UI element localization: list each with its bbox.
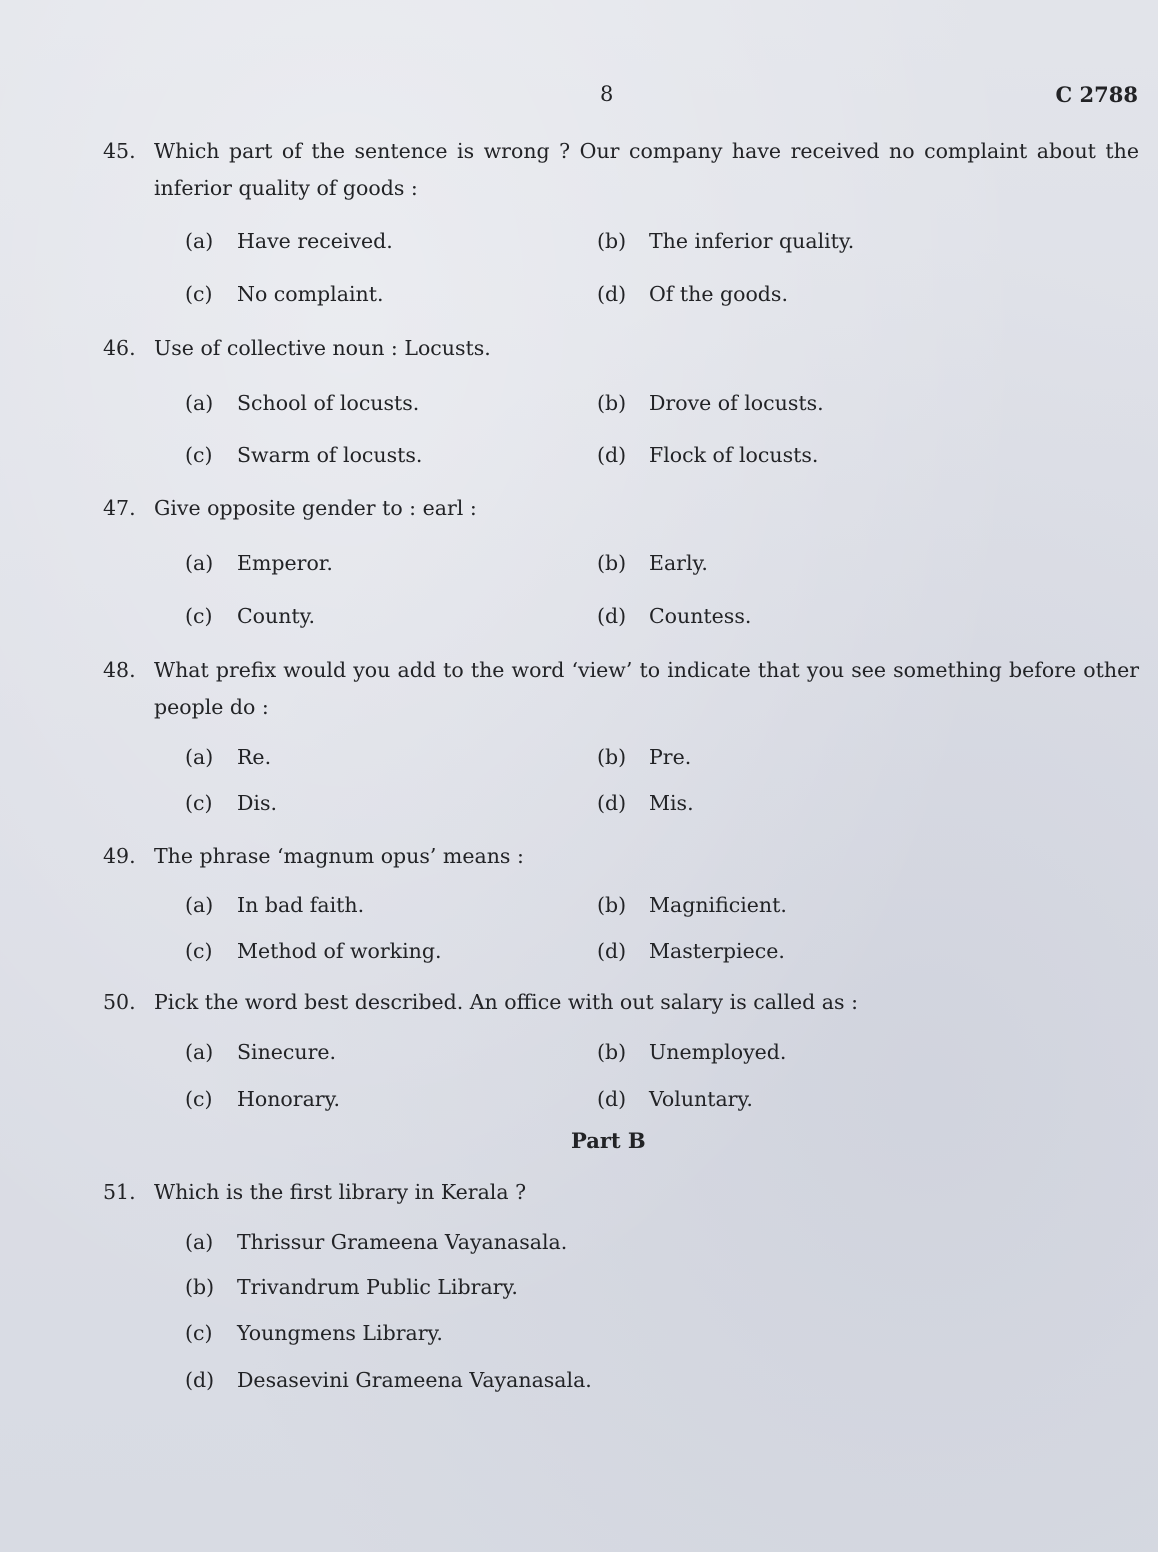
option-b (597, 1040, 786, 1064)
question-number: 46. (103, 336, 136, 360)
option-a (185, 893, 364, 917)
option-label: (a) (185, 551, 214, 575)
option-label: (d) (597, 791, 627, 815)
option-b (597, 551, 708, 575)
option-label: (a) (185, 391, 214, 415)
option-label: (c) (185, 604, 213, 628)
option-label: (b) (597, 893, 627, 917)
paper-code: C 2788 (1055, 82, 1138, 107)
option-a (185, 1230, 567, 1254)
option-text: Emperor. (237, 551, 333, 575)
option-text: Drove of locusts. (649, 391, 824, 415)
option-text: Pre. (649, 745, 692, 769)
option-b (597, 229, 854, 253)
option-text: Masterpiece. (649, 939, 785, 963)
question-number: 50. (103, 990, 136, 1014)
option-text: Of the goods. (649, 282, 788, 306)
option-d (597, 1087, 753, 1111)
option-b (597, 893, 787, 917)
option-label: (c) (185, 443, 213, 467)
option-text: School of locusts. (237, 391, 420, 415)
option-text: Mis. (649, 791, 694, 815)
question-number: 49. (103, 844, 136, 868)
option-d (597, 443, 818, 467)
option-label: (b) (597, 745, 627, 769)
option-a (185, 229, 393, 253)
question-text: Use of collective noun : Locusts. (154, 336, 491, 360)
option-label: (b) (185, 1275, 215, 1299)
option-label: (a) (185, 1040, 214, 1064)
question-text: What prefix would you add to the word ‘view’ to indicate that you see something before other people do : (154, 658, 1139, 719)
question-text: Pick the word best described. An office with out salary is called as : (154, 990, 858, 1014)
option-label: (c) (185, 282, 213, 306)
page-number: 8 (600, 82, 614, 106)
option-label: (a) (185, 745, 214, 769)
option-text: In bad faith. (237, 893, 365, 917)
option-text: County. (237, 604, 316, 628)
option-label: (b) (597, 391, 627, 415)
option-d (597, 282, 788, 306)
option-label: (c) (185, 939, 213, 963)
option-c (185, 604, 315, 628)
option-label: (d) (597, 604, 627, 628)
option-label: (d) (185, 1368, 215, 1392)
option-a (185, 551, 333, 575)
option-b (597, 391, 824, 415)
question-number: 48. (103, 658, 136, 682)
option-label: (c) (185, 1321, 213, 1345)
question-number: 45. (103, 139, 136, 163)
option-text: Method of working. (237, 939, 442, 963)
option-c (185, 791, 277, 815)
option-c (185, 939, 442, 963)
option-text: Dis. (237, 791, 278, 815)
option-label: (a) (185, 893, 214, 917)
option-label: (d) (597, 939, 627, 963)
option-c (185, 443, 422, 467)
option-label: (b) (597, 551, 627, 575)
option-text: Youngmens Library. (237, 1321, 443, 1345)
option-label: (a) (185, 1230, 214, 1254)
option-c (185, 1087, 340, 1111)
question-text: Give opposite gender to : earl : (154, 496, 477, 520)
option-text: Re. (237, 745, 272, 769)
option-d (185, 1368, 592, 1392)
option-label: (d) (597, 282, 627, 306)
option-text: Sinecure. (237, 1040, 337, 1064)
question-text: Which is the first library in Kerala ? (154, 1180, 527, 1204)
option-text: Have received. (237, 229, 393, 253)
option-d (597, 604, 751, 628)
option-label: (d) (597, 1087, 627, 1111)
option-b (597, 745, 691, 769)
option-a (185, 745, 271, 769)
option-text: Desasevini Grameena Vayanasala. (237, 1368, 592, 1392)
option-text: Swarm of locusts. (237, 443, 423, 467)
option-label: (b) (597, 229, 627, 253)
option-text: Unemployed. (649, 1040, 787, 1064)
option-d (597, 939, 785, 963)
option-text: Magnificient. (649, 893, 787, 917)
option-a (185, 391, 419, 415)
option-label: (c) (185, 791, 213, 815)
option-text: Trivandrum Public Library. (237, 1275, 518, 1299)
option-label: (a) (185, 229, 214, 253)
option-b (185, 1275, 518, 1299)
option-c (185, 1321, 443, 1345)
option-label: (b) (597, 1040, 627, 1064)
option-c (185, 282, 383, 306)
option-text: The inferior quality. (649, 229, 855, 253)
option-a (185, 1040, 336, 1064)
question-text: Which part of the sentence is wrong ? Our company have received no complaint about the inferior quality of goods : (154, 139, 1139, 200)
option-text: No complaint. (237, 282, 384, 306)
option-text: Voluntary. (649, 1087, 753, 1111)
option-text: Flock of locusts. (649, 443, 819, 467)
option-text: Countess. (649, 604, 752, 628)
option-text: Early. (649, 551, 708, 575)
option-label: (c) (185, 1087, 213, 1111)
question-number: 47. (103, 496, 136, 520)
question-number: 51. (103, 1180, 136, 1204)
option-d (597, 791, 694, 815)
option-text: Honorary. (237, 1087, 340, 1111)
part-b-heading: Part B (571, 1128, 646, 1153)
option-label: (d) (597, 443, 627, 467)
question-text: The phrase ‘magnum opus’ means : (154, 844, 524, 868)
option-text: Thrissur Grameena Vayanasala. (237, 1230, 568, 1254)
